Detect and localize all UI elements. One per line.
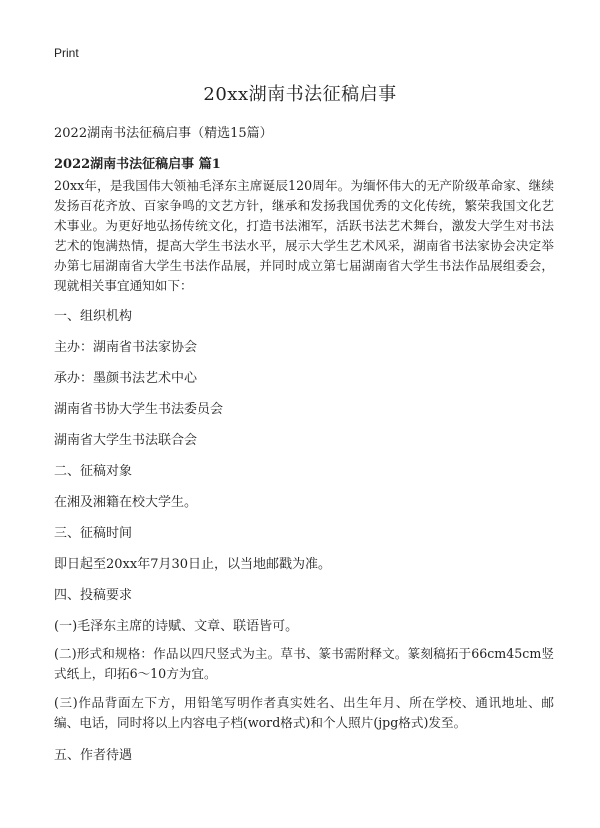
heading-target: 二、征稿对象 [54,464,133,479]
section-title: 2022湖南书法征稿启事 篇1 [54,157,221,172]
organization-host: 主办：湖南省书法家协会 [54,340,198,355]
heading-requirements: 四、投稿要求 [54,588,133,603]
organization-committee: 湖南省书协大学生书法委员会 [54,402,224,417]
target-text: 在湘及湘籍在校大学生。 [54,495,198,510]
organization-union: 湖南省大学生书法联合会 [54,433,198,448]
heading-time: 三、征稿时间 [54,526,133,541]
time-text: 即日起至20xx年7月30日止，以当地邮戳为准。 [54,557,332,572]
document-subtitle: 2022湖南书法征稿启事（精选15篇） [54,126,273,141]
intro-paragraph: 20xx年，是我国伟大领袖毛泽东主席诞辰120周年。为缅怀伟大的无产阶级革命家、继续发扬百花齐放、百家争鸣的文艺方针，继承和发扬我国优秀的文化传统，繁荣我国文化艺术事业。为更好地弘扬传统文化，打造书法湘军，活跃书法艺术舞台，激发大学生对书法艺术的饱满热情，提高大学生书法水平，展示大学生艺术风采，湖南省书法家协会决定举办第七届湖南省大学生书法作品展，并同时成立第七届湖南省大学生书法作品展组委会，现就相关事宜通知如下： [54,178,554,293]
page-title: 20xx湖南书法征稿启事 [203,84,397,105]
requirement-3: (三)作品背面左下方，用铅笔写明作者真实姓名、出生年月、所在学校、通讯地址、邮编、电话，同时将以上内容电子档(word格式)和个人照片(jpg格式)发至。 [54,695,554,730]
requirement-1: (一)毛泽东主席的诗赋、文章、联语皆可。 [54,619,299,634]
print-link[interactable]: Print [54,46,79,60]
organization-organizer: 承办：墨颜书法艺术中心 [54,371,198,386]
heading-author-benefits: 五、作者待遇 [54,748,133,763]
heading-organization: 一、组织机构 [54,309,133,324]
requirement-2: (二)形式和规格：作品以四尺竖式为主。草书、篆书需附释文。篆刻稿拓于66cm45cm竖式纸上，印拓6～10方为宜。 [54,646,554,681]
